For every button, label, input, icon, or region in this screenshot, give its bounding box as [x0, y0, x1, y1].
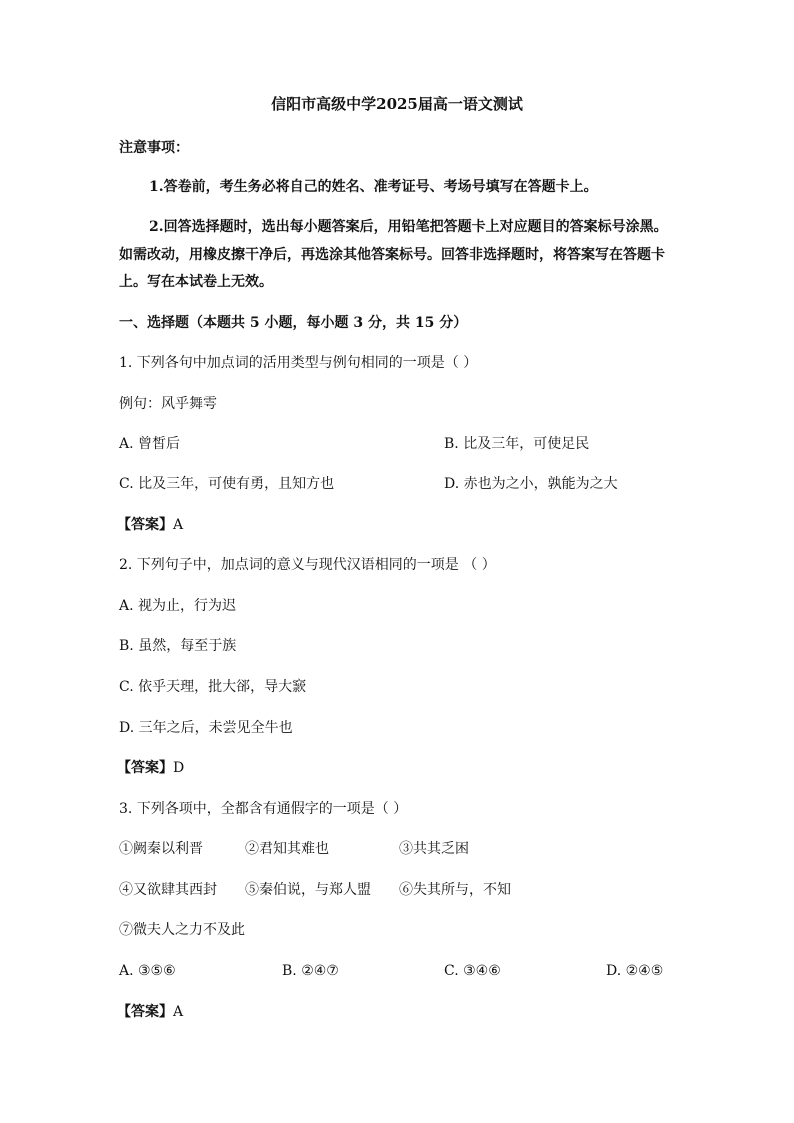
- q2-stem: 2. 下列句子中，加点词的意义与现代汉语相同的一项是 （ ）: [119, 557, 496, 573]
- q2-answer: [117, 758, 184, 778]
- q1-option-d: D. 赤也为之小，孰能为之大: [444, 476, 618, 492]
- q1-answer: [117, 515, 183, 535]
- answer-value: D: [173, 760, 185, 776]
- q1-option-a: A. 曾皙后: [119, 436, 181, 452]
- q1-stem: 1. 下列各句中加点词的活用类型与例句相同的一项是（ ）: [119, 355, 478, 371]
- q3-item-5: ⑤秦伯说，与郑人盟: [245, 882, 371, 898]
- notice-item-1: 1.答卷前，考生务必将自己的姓名、准考证号、考场号填写在答题卡上。: [149, 179, 598, 195]
- answer-label: 【答案】: [117, 517, 173, 533]
- q2-option-b: B. 虽然，每至于族: [119, 638, 237, 654]
- q2-option-c: C. 依乎天理，批大郤，导大窾: [119, 679, 307, 695]
- q1-example: 例句：风乎舞雩: [119, 396, 217, 412]
- answer-label: 【答案】: [117, 1004, 173, 1020]
- q3-item-7: ⑦微夫人之力不及此: [119, 922, 245, 938]
- q3-item-2: ②君知其难也: [245, 841, 329, 857]
- answer-label: 【答案】: [117, 760, 173, 776]
- answer-value: A: [173, 517, 184, 533]
- notice-item-2-line-2: 如需改动，用橡皮擦干净后，再选涂其他答案标号。回答非选择题时，将答案写在答题卡: [119, 247, 665, 263]
- q3-option-a: A. ③⑤⑥: [119, 963, 176, 979]
- section-heading: 一、选择题（本题共 5 小题，每小题 3 分，共 15 分）: [119, 315, 468, 331]
- q1-option-b: B. 比及三年，可使足民: [444, 436, 590, 452]
- answer-value: A: [173, 1004, 184, 1020]
- q3-item-4: ④又欲肆其西封: [119, 882, 217, 898]
- notice-item-2-line-3: 上。写在本试卷上无效。: [119, 274, 273, 290]
- q3-item-3: ③共其乏困: [399, 841, 469, 857]
- q3-item-6: ⑥失其所与，不知: [399, 882, 511, 898]
- q3-option-b: B. ②④⑦: [282, 963, 339, 979]
- q3-item-1: ①阙秦以利晋: [119, 841, 203, 857]
- q3-option-c: C. ③④⑥: [444, 963, 501, 979]
- q1-option-c: C. 比及三年，可使有勇，且知方也: [119, 476, 335, 492]
- q3-answer: [117, 1002, 183, 1022]
- notice-heading: 注意事项：: [119, 140, 189, 156]
- q3-option-d: D. ②④⑤: [606, 963, 664, 979]
- page-title: 信阳市高级中学2025届高一语文测试: [271, 95, 523, 113]
- q3-stem: 3. 下列各项中，全都含有通假字的一项是（ ）: [119, 801, 408, 817]
- q2-option-a: A. 视为止，行为迟: [119, 598, 237, 614]
- notice-item-2-line-1: 2.回答选择题时，选出每小题答案后，用铅笔把答题卡上对应题目的答案标号涂黑。: [149, 219, 668, 235]
- q2-option-d: D. 三年之后，未尝见全牛也: [119, 720, 293, 736]
